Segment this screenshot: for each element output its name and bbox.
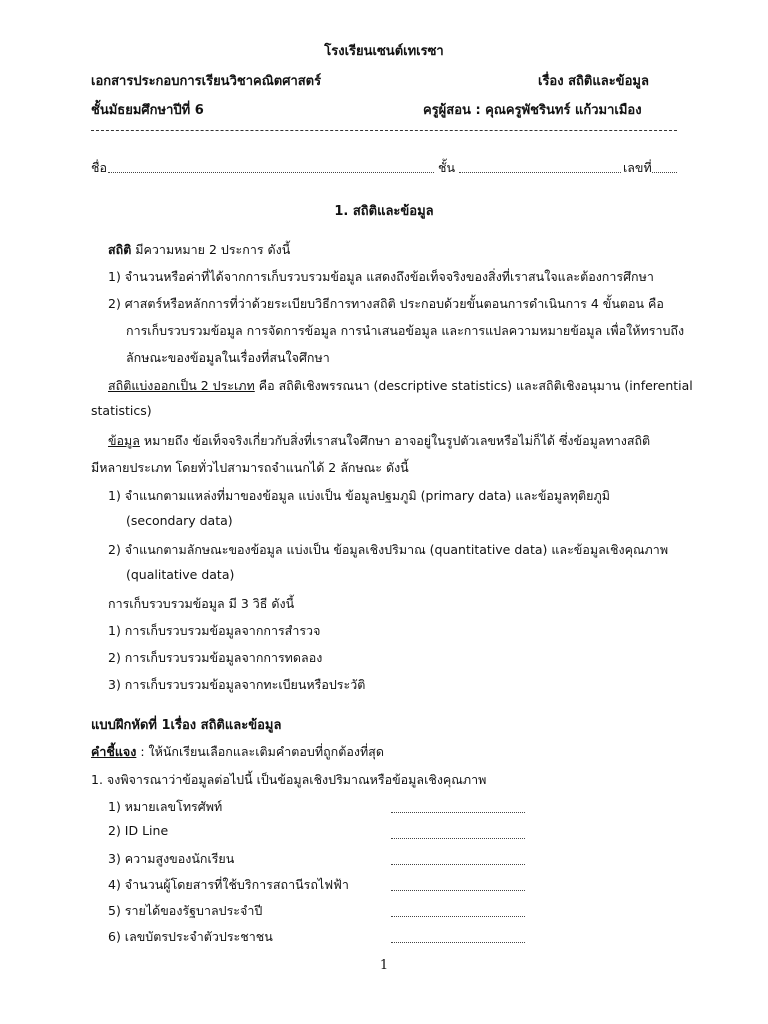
collection-method-2: 2) การเก็บรวบรวมข้อมูลจากการทดลอง	[108, 650, 323, 665]
classification-2-line-2: (qualitative data)	[126, 567, 235, 582]
collection-method-3: 3) การเก็บรวบรวมข้อมูลจากทะเบียนหรือประวัติ	[108, 677, 366, 692]
statistics-definition	[108, 240, 290, 260]
topic-label: เรื่อง สถิติและข้อมูล	[538, 74, 649, 89]
header-divider	[91, 130, 677, 131]
number-label: เลขที่	[623, 160, 652, 175]
meaning-2-line-1: 2) ศาสตร์หรือหลักการที่ว่าด้วยระเบียบวิธีการทางสถิติ ประกอบด้วยขั้นตอนการดำเนินการ 4 ขั้นตอน คือ	[108, 296, 664, 311]
page-number: 1	[379, 958, 389, 973]
classification-1-line-2: (secondary data)	[126, 513, 233, 528]
name-blank[interactable]	[108, 172, 434, 173]
section-title: 1. สถิติและข้อมูล	[334, 204, 434, 219]
grade-label: ชั้นมัธยมศึกษาปีที่ 6	[91, 103, 204, 118]
item-label: 4) จำนวนผู้โดยสารที่ใช้บริการสถานีรถไฟฟ้า	[108, 877, 349, 892]
school-name: โรงเรียนเซนต์เทเรซา	[324, 44, 444, 59]
collection-intro: การเก็บรวบรวมข้อมูล มี 3 วิธี ดังนี้	[108, 596, 295, 611]
question-1: 1. จงพิจารณาว่าข้อมูลต่อไปนี้ เป็นข้อมูลเชิงปริมาณหรือข้อมูลเชิงคุณภาพ	[91, 772, 487, 787]
classification-2-line-1: 2) จำแนกตามลักษณะของข้อมูล แบ่งเป็น ข้อมูลเชิงปริมาณ (quantitative data) และข้อมูลเชิงคุณภาพ	[108, 542, 669, 557]
statistics-types-continued: statistics)	[91, 403, 152, 418]
collection-method-1: 1) การเก็บรวบรวมข้อมูลจากการสำรวจ	[108, 623, 321, 638]
answer-blank[interactable]	[391, 812, 525, 813]
statistics-definition-text: มีความหมาย 2 ประการ ดังนี้	[131, 242, 291, 257]
teacher-label: ครูผู้สอน : คุณครูพัชรินทร์ แก้วมาเมือง	[423, 103, 642, 118]
meaning-2-line-3: ลักษณะของข้อมูลในเรื่องที่สนใจศึกษา	[126, 350, 330, 365]
number-blank[interactable]	[652, 172, 677, 173]
instructions-term: คำชี้แจง	[91, 744, 137, 759]
instructions-text: : ให้นักเรียนเลือกและเติมคำตอบที่ถูกต้องที่สุด	[136, 744, 384, 759]
item-label: 1) หมายเลขโทรศัพท์	[108, 799, 223, 814]
item-label: 3) ความสูงของนักเรียน	[108, 851, 235, 866]
answer-blank[interactable]	[391, 916, 525, 917]
statistics-types-text: คือ สถิติเชิงพรรณนา (descriptive statistics) และสถิติเชิงอนุมาน (inferential	[254, 378, 693, 393]
answer-blank[interactable]	[391, 864, 525, 865]
instructions	[91, 742, 384, 762]
meaning-2-line-2: การเก็บรวบรวมข้อมูล การจัดการข้อมูล การนำเสนอข้อมูล และการแปลความหมายข้อมูล เพื่อให้ทราบถึง	[126, 323, 685, 338]
statistics-term: สถิติ	[108, 242, 132, 257]
exercise-title: แบบฝึกหัดที่ 1เรื่อง สถิติและข้อมูล	[91, 718, 282, 733]
name-label: ชื่อ	[91, 160, 107, 175]
statistics-types	[108, 376, 693, 396]
statistics-types-term: สถิติแบ่งออกเป็น 2 ประเภท	[108, 378, 255, 393]
data-term: ข้อมูล	[108, 433, 140, 448]
item-label: 2) ID Line	[108, 823, 169, 838]
answer-blank[interactable]	[391, 838, 525, 839]
item-label: 6) เลขบัตรประจำตัวประชาชน	[108, 929, 273, 944]
data-definition	[108, 431, 650, 451]
data-definition-continued: มีหลายประเภท โดยทั่วไปสามารถจำแนกได้ 2 ลักษณะ ดังนี้	[91, 460, 409, 475]
class-label: ชั้น	[438, 160, 456, 175]
meaning-1: 1) จำนวนหรือค่าที่ได้จากการเก็บรวบรวมข้อมูล แสดงถึงข้อเท็จจริงของสิ่งที่เราสนใจและต้องการศึกษา	[108, 269, 654, 284]
answer-blank[interactable]	[391, 890, 525, 891]
data-definition-text: หมายถึง ข้อเท็จจริงเกี่ยวกับสิ่งที่เราสนใจศึกษา อาจอยู่ในรูปตัวเลขหรือไม่ก็ได้ ซึ่งข้อมูลทางสถิติ	[139, 433, 651, 448]
answer-blank[interactable]	[391, 942, 525, 943]
class-blank[interactable]	[459, 172, 621, 173]
classification-1-line-1: 1) จำแนกตามแหล่งที่มาของข้อมูล แบ่งเป็น ข้อมูลปฐมภูมิ (primary data) และข้อมูลทุติยภูมิ	[108, 488, 610, 503]
document-title: เอกสารประกอบการเรียนวิชาคณิตศาสตร์	[91, 74, 322, 89]
item-label: 5) รายได้ของรัฐบาลประจำปี	[108, 903, 263, 918]
